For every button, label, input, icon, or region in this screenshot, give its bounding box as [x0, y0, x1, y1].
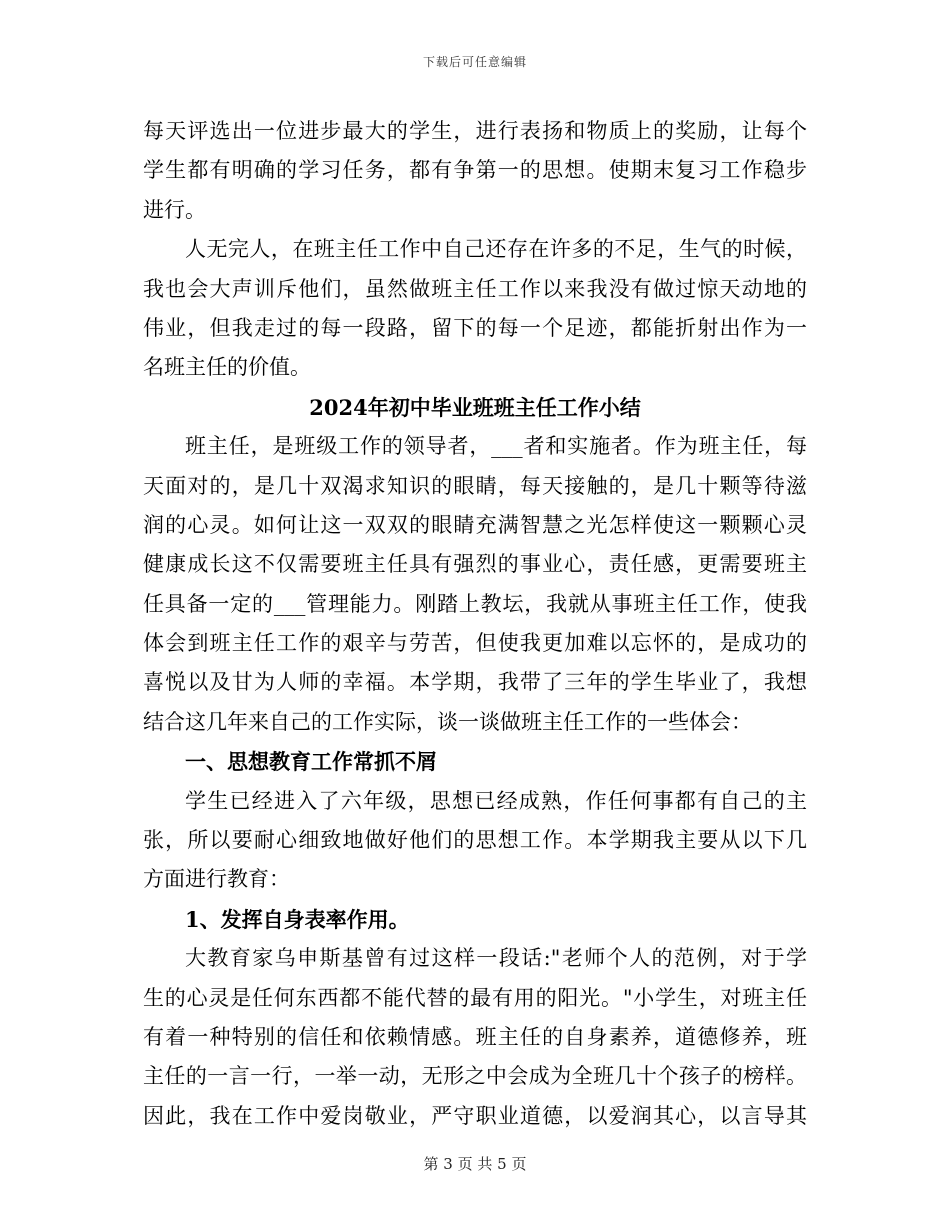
text-line: 主任的一言一行，一举一动，无形之中会成为全班几十个孩子的榜样。: [143, 1064, 807, 1089]
document-body: [143, 112, 807, 1136]
text-line: 润的心灵。如何让这一双双的眼睛充满智慧之光怎样使这一颗颗心灵: [143, 512, 807, 537]
text-line: 张，所以要耐心细致地做好他们的思想工作。本学期我主要从以下几: [143, 828, 807, 853]
text-line: 每天评选出一位进步最大的学生，进行表扬和物质上的奖励，让每个: [143, 119, 807, 143]
text-line: 伟业，但我走过的每一段路，留下的每一个足迹，都能折射出作为一: [143, 315, 807, 340]
text-line: 生的心灵是任何东西都不能代替的最有用的阳光。"小学生，对班主任: [143, 985, 807, 1010]
subsection-heading: 1、发挥自身表率作用。: [185, 906, 410, 932]
text-line: 名班主任的价值。: [143, 355, 311, 380]
text-line: 因此，我在工作中爱岗敬业，严守职业道德，以爱润其心，以言导其: [143, 1103, 807, 1128]
text-line: 喜悦以及甘为人师的幸福。本学期，我带了三年的学生毕业了，我想: [143, 670, 807, 695]
text-line: 天面对的，是几十双渴求知识的眼睛，每天接触的，是几十颗等待滋: [143, 473, 807, 498]
section-heading: 一、思想教育工作常抓不屑: [185, 749, 437, 775]
text-line: 学生已经进入了六年级，思想已经成熟，作任何事都有自己的主: [185, 788, 807, 813]
text-line: 有着一种特别的信任和依赖情感。班主任的自身素养，道德修养，班: [143, 1024, 807, 1049]
text-line: 班主任，是班级工作的领导者，___者和实施者。作为班主任，每: [185, 434, 807, 459]
page-number: 第 3 页 共 5 页: [423, 1155, 527, 1173]
text-line: 任具备一定的___管理能力。刚踏上教坛，我就从事班主任工作，使我: [143, 591, 807, 616]
text-line: 学生都有明确的学习任务，都有争第一的思想。使期末复习工作稳步: [143, 158, 807, 183]
text-line: 进行。: [143, 197, 206, 222]
text-line: 大教育家乌申斯基曾有过这样一段话:"老师个人的范例，对于学: [185, 946, 807, 971]
text-line: 结合这几年来自己的工作实际，谈一谈做班主任工作的一些体会：: [143, 709, 752, 734]
text-line: 人无完人，在班主任工作中自己还存在许多的不足，生气的时候，: [185, 237, 807, 262]
text-line: 健康成长这不仅需要班主任具有强烈的事业心，责任感，更需要班主: [143, 552, 807, 577]
document-title: 2024年初中毕业班班主任工作小结: [309, 394, 641, 420]
text-line: 方面进行教育：: [143, 867, 290, 892]
text-line: 我也会大声训斥他们，虽然做班主任工作以来我没有做过惊天动地的: [143, 276, 807, 301]
page-header-note: 下载后可任意编辑: [422, 55, 527, 69]
text-line: 体会到班主任工作的艰辛与劳苦，但使我更加难以忘怀的，是成功的: [143, 631, 807, 656]
